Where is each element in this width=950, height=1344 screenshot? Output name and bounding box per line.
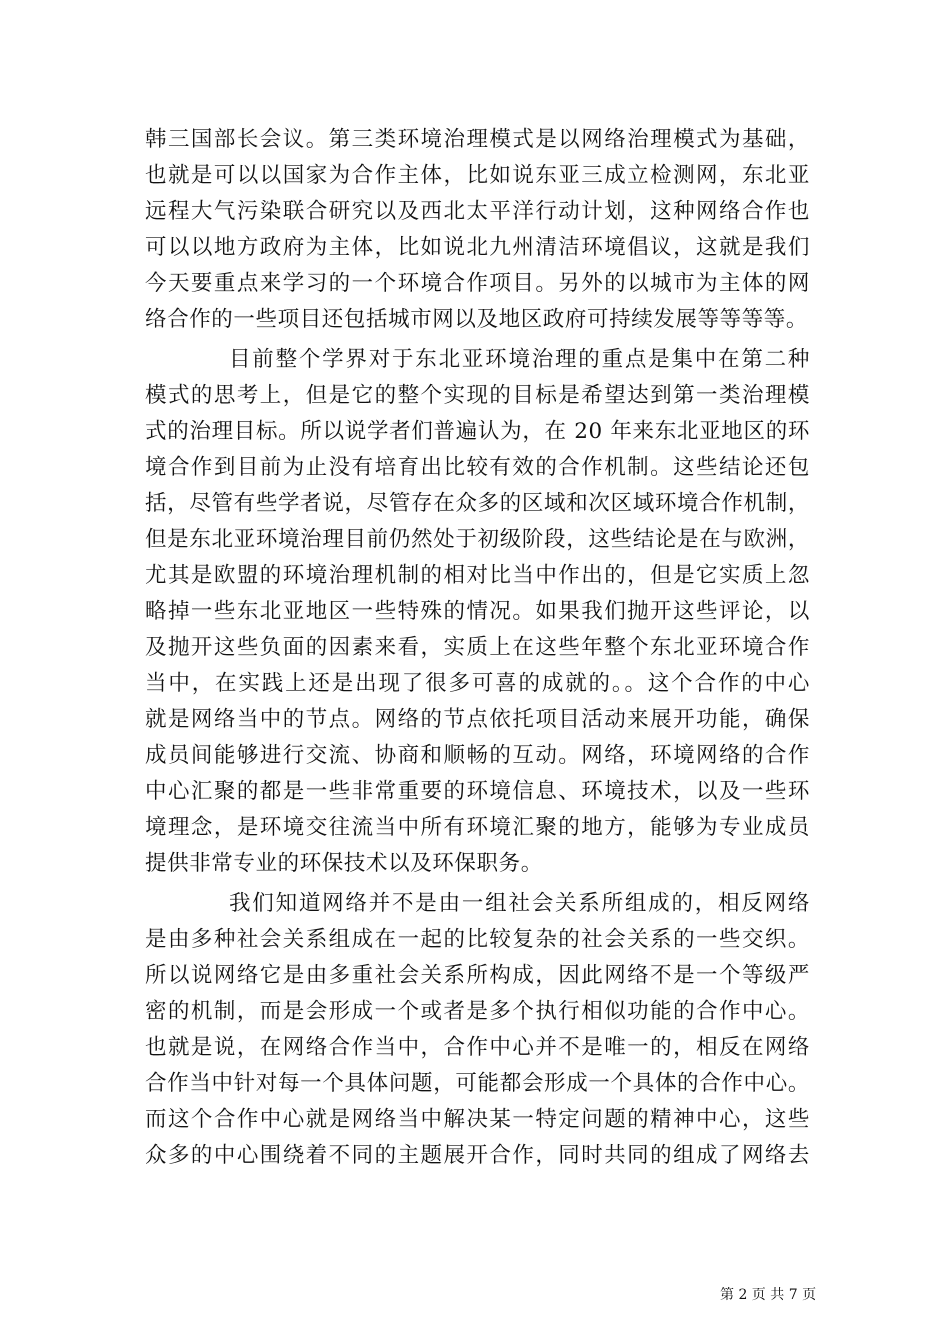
text-line: 就是网络当中的节点。网络的节点依托项目活动来展开功能，确保 xyxy=(145,707,810,732)
text-line: 但是东北亚环境治理目前仍然处于初级阶段，这些结论是在与欧洲， xyxy=(145,527,810,552)
text-line: 所以说网络它是由多重社会关系所构成，因此网络不是一个等级严 xyxy=(145,963,810,988)
text-line: 境合作到目前为止没有培育出比较有效的合作机制。这些结论还包 xyxy=(145,455,810,480)
text-line: 也就是说，在网络合作当中，合作中心并不是唯一的，相反在网络 xyxy=(145,1035,810,1060)
text-line: 提供非常专业的环保技术以及环保职务。 xyxy=(145,851,543,876)
text-line: 式的治理目标。所以说学者们普遍认为，在 20 年来东北亚地区的环 xyxy=(145,419,810,444)
text-line: 今天要重点来学习的一个环境合作项目。另外的以城市为主体的网 xyxy=(145,271,810,296)
text-line: 而这个合作中心就是网络当中解决某一特定问题的精神中心，这些 xyxy=(145,1107,810,1132)
text-line: 可以以地方政府为主体，比如说北九州清洁环境倡议，这就是我们 xyxy=(145,235,810,260)
text-line: 中心汇聚的都是一些非常重要的环境信息、环境技术，以及一些环 xyxy=(145,779,810,804)
text-line: 目前整个学界对于东北亚环境治理的重点是集中在第二种 xyxy=(229,347,810,372)
text-line: 合作当中针对每一个具体问题，可能都会形成一个具体的合作中心。 xyxy=(145,1071,810,1096)
text-line: 远程大气污染联合研究以及西北太平洋行动计划，这种网络合作也 xyxy=(145,199,810,224)
text-line: 境理念，是环境交往流当中所有环境汇聚的地方，能够为专业成员 xyxy=(145,815,810,840)
text-line: 是由多种社会关系组成在一起的比较复杂的社会关系的一些交织。 xyxy=(145,927,810,952)
text-line: 韩三国部长会议。第三类环境治理模式是以网络治理模式为基础， xyxy=(145,127,810,152)
text-line: 及抛开这些负面的因素来看，实质上在这些年整个东北亚环境合作 xyxy=(145,635,810,660)
text-line: 络合作的一些项目还包括城市网以及地区政府可持续发展等等等等。 xyxy=(145,307,809,332)
text-line: 括，尽管有些学者说，尽管存在众多的区域和次区域环境合作机制， xyxy=(145,491,810,516)
document-body xyxy=(145,122,810,1174)
text-line: 模式的思考上，但是它的整个实现的目标是希望达到第一类治理模 xyxy=(145,383,810,408)
text-line: 尤其是欧盟的环境治理机制的相对比当中作出的，但是它实质上忽 xyxy=(145,563,810,588)
text-line: 略掉一些东北亚地区一些特殊的情况。如果我们抛开这些评论，以 xyxy=(145,599,810,624)
text-line: 成员间能够进行交流、协商和顺畅的互动。网络，环境网络的合作 xyxy=(145,743,810,768)
text-line: 也就是可以以国家为合作主体，比如说东亚三成立检测网，东北亚 xyxy=(145,163,810,188)
paragraph xyxy=(145,342,810,882)
paragraph xyxy=(145,886,810,1174)
text-line: 众多的中心围绕着不同的主题展开合作，同时共同的组成了网络去 xyxy=(145,1143,810,1168)
paragraph xyxy=(145,122,810,338)
text-line: 我们知道网络并不是由一组社会关系所组成的，相反网络 xyxy=(229,891,810,916)
page-number-footer: 第 2 页 共 7 页 xyxy=(720,1287,817,1303)
text-line: 当中，在实践上还是出现了很多可喜的成就的。。这个合作的中心 xyxy=(145,671,810,696)
text-line: 密的机制，而是会形成一个或者是多个执行相似功能的合作中心。 xyxy=(145,999,810,1024)
